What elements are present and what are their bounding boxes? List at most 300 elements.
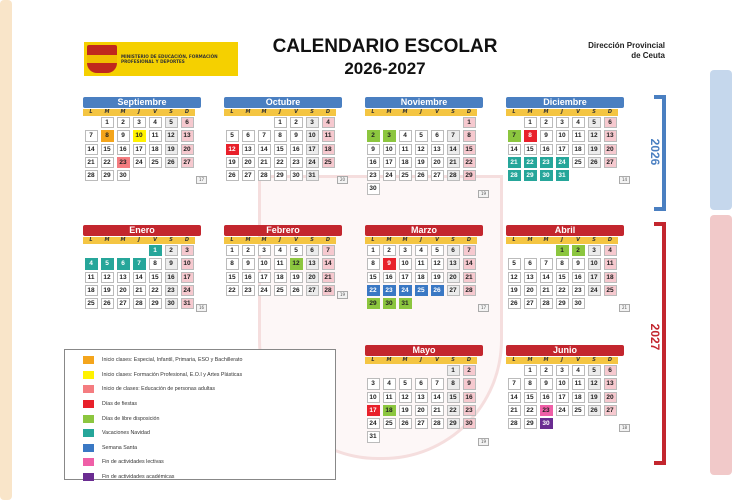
- lective-days-count: 14: [619, 176, 630, 184]
- day-cell: 29: [463, 170, 476, 181]
- lective-days-count: 19: [478, 438, 489, 446]
- month-mayo: [365, 345, 487, 444]
- day-cell: 22: [524, 157, 537, 168]
- weekday-row: [506, 357, 624, 364]
- day-cell: 8: [524, 130, 537, 141]
- day-cell: 20: [306, 272, 319, 283]
- empty-cell: [508, 117, 521, 128]
- day-cell: 6: [447, 245, 460, 256]
- legend-label: Vacaciones Navidad: [102, 430, 150, 437]
- empty-cell: [258, 117, 271, 128]
- day-grid: [506, 116, 624, 182]
- day-cell: 18: [85, 285, 98, 296]
- day-cell: 22: [556, 285, 569, 296]
- weekday-label: D: [179, 109, 195, 116]
- day-cell: 6: [604, 365, 617, 376]
- legend-item: [65, 368, 335, 383]
- day-cell: 7: [322, 245, 335, 256]
- day-cell: 1: [447, 365, 460, 376]
- day-cell: 12: [399, 392, 412, 403]
- day-cell: 21: [508, 405, 521, 416]
- month-febrero: [224, 225, 346, 298]
- day-cell: 30: [117, 170, 130, 181]
- day-cell: 21: [508, 157, 521, 168]
- day-cell: 24: [556, 157, 569, 168]
- day-cell: 8: [556, 258, 569, 269]
- weekday-label: V: [570, 109, 586, 116]
- day-cell: 19: [415, 157, 428, 168]
- day-cell: 28: [133, 298, 146, 309]
- month-diciembre: [506, 97, 628, 183]
- month-header: Octubre: [224, 97, 342, 108]
- day-cell: 5: [226, 130, 239, 141]
- year-2026-bracket: [662, 97, 666, 210]
- day-cell: 19: [165, 144, 178, 155]
- legend-item: [65, 470, 335, 485]
- calendar-title: CALENDARIO ESCOLAR: [272, 36, 498, 57]
- day-cell: 15: [274, 144, 287, 155]
- lective-days-count: 21: [619, 304, 630, 312]
- year-2026-label: 2026: [648, 138, 662, 166]
- day-cell: 22: [447, 405, 460, 416]
- day-cell: 5: [508, 258, 521, 269]
- day-cell: 13: [306, 258, 319, 269]
- weekday-label: J: [554, 357, 570, 364]
- day-cell: 16: [242, 272, 255, 283]
- day-grid: [506, 364, 624, 430]
- month-header: Noviembre: [365, 97, 483, 108]
- day-cell: 21: [133, 285, 146, 296]
- day-cell: 1: [226, 245, 239, 256]
- day-cell: 23: [540, 157, 553, 168]
- day-cell: 10: [588, 258, 601, 269]
- empty-cell: [101, 245, 114, 256]
- day-cell: 10: [306, 130, 319, 141]
- empty-cell: [242, 117, 255, 128]
- day-cell: 13: [415, 392, 428, 403]
- day-cell: 7: [85, 130, 98, 141]
- day-cell: 4: [149, 117, 162, 128]
- legend-swatch: [83, 385, 94, 393]
- day-cell: 24: [306, 157, 319, 168]
- legend-label: Fin de actividades lectivas: [102, 459, 164, 466]
- day-cell: 20: [447, 272, 460, 283]
- day-cell: 20: [604, 144, 617, 155]
- lective-days-count: 17: [196, 176, 207, 184]
- day-cell: 16: [290, 144, 303, 155]
- day-cell: 20: [242, 157, 255, 168]
- day-cell: 2: [165, 245, 178, 256]
- day-cell: 21: [85, 157, 98, 168]
- month-header: Febrero: [224, 225, 342, 236]
- day-cell: 3: [258, 245, 271, 256]
- day-cell: 20: [524, 285, 537, 296]
- weekday-label: S: [163, 237, 179, 244]
- weekday-label: S: [445, 109, 461, 116]
- day-cell: 29: [524, 170, 537, 181]
- day-cell: 25: [399, 170, 412, 181]
- weekday-label: D: [461, 357, 477, 364]
- day-cell: 14: [447, 144, 460, 155]
- day-cell: 18: [415, 272, 428, 283]
- day-cell: 11: [274, 258, 287, 269]
- weekday-label: S: [445, 357, 461, 364]
- legend-item: [65, 353, 335, 368]
- weekday-label: S: [304, 109, 320, 116]
- weekday-label: M: [522, 109, 538, 116]
- weekday-label: S: [586, 237, 602, 244]
- day-cell: 26: [431, 285, 444, 296]
- weekday-label: M: [397, 357, 413, 364]
- weekday-label: M: [522, 357, 538, 364]
- day-cell: 25: [274, 285, 287, 296]
- day-cell: 15: [447, 392, 460, 403]
- day-cell: 26: [101, 298, 114, 309]
- day-cell: 17: [399, 272, 412, 283]
- day-cell: 18: [572, 392, 585, 403]
- day-cell: 2: [540, 117, 553, 128]
- day-cell: 30: [165, 298, 178, 309]
- legend-label: Inicio clases: Especial, Infantil, Primaria, ESO y Bachillerato: [102, 357, 243, 364]
- empty-cell: [133, 245, 146, 256]
- day-cell: 28: [463, 285, 476, 296]
- day-cell: 4: [572, 117, 585, 128]
- day-cell: 19: [588, 392, 601, 403]
- day-cell: 11: [322, 130, 335, 141]
- day-cell: 8: [149, 258, 162, 269]
- day-cell: 15: [149, 272, 162, 283]
- day-cell: 7: [463, 245, 476, 256]
- empty-cell: [399, 117, 412, 128]
- weekday-label: L: [83, 109, 99, 116]
- day-cell: 15: [226, 272, 239, 283]
- day-cell: 22: [274, 157, 287, 168]
- day-cell: 16: [540, 392, 553, 403]
- day-cell: 27: [524, 298, 537, 309]
- month-noviembre: [365, 97, 487, 196]
- day-cell: 23: [242, 285, 255, 296]
- legend-swatch: [83, 400, 94, 408]
- empty-cell: [226, 117, 239, 128]
- day-cell: 23: [572, 285, 585, 296]
- day-cell: 10: [399, 258, 412, 269]
- month-header: Abril: [506, 225, 624, 236]
- day-grid: [83, 244, 201, 310]
- weekday-label: V: [288, 237, 304, 244]
- empty-cell: [383, 117, 396, 128]
- day-cell: 23: [165, 285, 178, 296]
- day-cell: 7: [133, 258, 146, 269]
- day-cell: 10: [556, 378, 569, 389]
- day-grid: [365, 364, 483, 444]
- day-cell: 13: [242, 144, 255, 155]
- spain-coat-of-arms-icon: [87, 45, 117, 73]
- day-cell: 25: [415, 285, 428, 296]
- day-cell: 3: [383, 130, 396, 141]
- weekday-label: J: [413, 357, 429, 364]
- legend-label: Semana Santa: [102, 444, 138, 451]
- day-grid: [224, 244, 342, 297]
- right-edge-blue-decoration: [710, 70, 732, 210]
- day-cell: 24: [367, 418, 380, 429]
- weekday-label: J: [272, 109, 288, 116]
- day-cell: 19: [290, 272, 303, 283]
- day-cell: 12: [415, 144, 428, 155]
- weekday-row: [506, 109, 624, 116]
- empty-cell: [383, 365, 396, 376]
- day-cell: 31: [399, 298, 412, 309]
- year-2027-bracket-bottom: [654, 461, 666, 465]
- day-cell: 1: [463, 117, 476, 128]
- day-cell: 8: [524, 378, 537, 389]
- day-cell: 4: [399, 130, 412, 141]
- day-cell: 11: [415, 258, 428, 269]
- day-cell: 12: [588, 378, 601, 389]
- day-cell: 15: [367, 272, 380, 283]
- weekday-label: M: [538, 357, 554, 364]
- weekday-label: M: [99, 237, 115, 244]
- legend-item: [65, 397, 335, 412]
- weekday-label: J: [413, 237, 429, 244]
- day-cell: 30: [290, 170, 303, 181]
- day-cell: 17: [588, 272, 601, 283]
- month-enero: [83, 225, 205, 311]
- weekday-label: M: [256, 109, 272, 116]
- day-cell: 13: [604, 130, 617, 141]
- lective-days-count: 20: [337, 176, 348, 184]
- day-cell: 14: [133, 272, 146, 283]
- day-cell: 6: [524, 258, 537, 269]
- day-cell: 21: [463, 272, 476, 283]
- weekday-label: D: [320, 237, 336, 244]
- day-cell: 24: [258, 285, 271, 296]
- day-cell: 5: [399, 378, 412, 389]
- day-cell: 16: [165, 272, 178, 283]
- right-edge-red-decoration: [710, 215, 732, 475]
- day-cell: 28: [322, 285, 335, 296]
- legend-item: [65, 455, 335, 470]
- weekday-row: [224, 237, 342, 244]
- day-cell: 4: [604, 245, 617, 256]
- month-header: Septiembre: [83, 97, 201, 108]
- legend-item: [65, 441, 335, 456]
- day-cell: 9: [540, 130, 553, 141]
- day-cell: 23: [367, 170, 380, 181]
- day-cell: 16: [383, 272, 396, 283]
- day-cell: 19: [101, 285, 114, 296]
- day-cell: 3: [133, 117, 146, 128]
- month-junio: [506, 345, 628, 431]
- year-2026-bracket-top: [654, 95, 666, 99]
- day-cell: 5: [588, 117, 601, 128]
- day-cell: 31: [306, 170, 319, 181]
- day-cell: 18: [399, 157, 412, 168]
- weekday-label: D: [179, 237, 195, 244]
- day-cell: 3: [399, 245, 412, 256]
- day-cell: 27: [604, 405, 617, 416]
- day-cell: 19: [431, 272, 444, 283]
- day-cell: 20: [117, 285, 130, 296]
- weekday-label: M: [381, 237, 397, 244]
- day-cell: 23: [540, 405, 553, 416]
- day-cell: 4: [572, 365, 585, 376]
- day-cell: 21: [540, 285, 553, 296]
- day-cell: 14: [322, 258, 335, 269]
- weekday-row: [365, 237, 483, 244]
- weekday-label: V: [147, 237, 163, 244]
- day-cell: 27: [306, 285, 319, 296]
- lective-days-count: 18: [619, 424, 630, 432]
- day-cell: 24: [399, 285, 412, 296]
- day-cell: 13: [181, 130, 194, 141]
- legend-label: Días de fiestas: [102, 401, 138, 408]
- day-cell: 13: [117, 272, 130, 283]
- year-2027-bracket-top: [654, 222, 666, 226]
- day-cell: 26: [588, 157, 601, 168]
- day-cell: 20: [604, 392, 617, 403]
- day-cell: 29: [149, 298, 162, 309]
- day-cell: 31: [181, 298, 194, 309]
- day-cell: 10: [556, 130, 569, 141]
- day-cell: 11: [149, 130, 162, 141]
- day-cell: 11: [572, 378, 585, 389]
- day-cell: 9: [540, 378, 553, 389]
- day-cell: 7: [258, 130, 271, 141]
- day-grid: [83, 116, 201, 182]
- day-cell: 19: [226, 157, 239, 168]
- day-cell: 1: [524, 117, 537, 128]
- legend-label: Inicio clases: Formación Profesional, E.O.I y Artes Plásticas: [102, 371, 243, 378]
- day-cell: 20: [431, 157, 444, 168]
- day-cell: 5: [101, 258, 114, 269]
- day-cell: 1: [274, 117, 287, 128]
- day-cell: 18: [274, 272, 287, 283]
- day-cell: 6: [431, 130, 444, 141]
- weekday-label: D: [602, 237, 618, 244]
- lective-days-count: 19: [478, 190, 489, 198]
- weekday-label: V: [570, 237, 586, 244]
- day-cell: 26: [165, 157, 178, 168]
- day-cell: 26: [290, 285, 303, 296]
- day-cell: 29: [367, 298, 380, 309]
- day-cell: 10: [133, 130, 146, 141]
- weekday-label: M: [522, 237, 538, 244]
- day-cell: 12: [588, 130, 601, 141]
- day-cell: 29: [524, 418, 537, 429]
- legend-item: [65, 382, 335, 397]
- day-cell: 15: [524, 392, 537, 403]
- day-cell: 25: [85, 298, 98, 309]
- legend-swatch: [83, 429, 94, 437]
- day-cell: 3: [556, 117, 569, 128]
- day-cell: 6: [242, 130, 255, 141]
- day-cell: 19: [588, 144, 601, 155]
- weekday-label: D: [602, 357, 618, 364]
- legend-item: [65, 411, 335, 426]
- day-cell: 7: [508, 378, 521, 389]
- day-cell: 14: [431, 392, 444, 403]
- lective-days-count: 17: [478, 304, 489, 312]
- day-cell: 16: [572, 272, 585, 283]
- weekday-label: D: [320, 109, 336, 116]
- day-cell: 8: [447, 378, 460, 389]
- weekday-label: L: [83, 237, 99, 244]
- day-cell: 9: [242, 258, 255, 269]
- day-cell: 4: [85, 258, 98, 269]
- day-cell: 4: [415, 245, 428, 256]
- day-cell: 11: [383, 392, 396, 403]
- weekday-label: J: [131, 109, 147, 116]
- day-cell: 16: [540, 144, 553, 155]
- day-cell: 4: [383, 378, 396, 389]
- weekday-row: [506, 237, 624, 244]
- day-cell: 28: [508, 418, 521, 429]
- day-cell: 26: [415, 170, 428, 181]
- day-cell: 30: [463, 418, 476, 429]
- weekday-label: M: [381, 357, 397, 364]
- empty-cell: [415, 117, 428, 128]
- day-cell: 27: [242, 170, 255, 181]
- day-cell: 14: [258, 144, 271, 155]
- day-cell: 2: [117, 117, 130, 128]
- lective-days-count: 16: [196, 304, 207, 312]
- day-cell: 12: [226, 144, 239, 155]
- day-cell: 28: [85, 170, 98, 181]
- weekday-label: L: [506, 109, 522, 116]
- day-cell: 22: [524, 405, 537, 416]
- year-2026-bracket-bottom: [654, 207, 666, 211]
- day-cell: 10: [367, 392, 380, 403]
- day-cell: 5: [290, 245, 303, 256]
- weekday-label: S: [586, 357, 602, 364]
- day-cell: 9: [165, 258, 178, 269]
- day-cell: 4: [322, 117, 335, 128]
- day-cell: 12: [290, 258, 303, 269]
- day-cell: 9: [383, 258, 396, 269]
- day-cell: 15: [101, 144, 114, 155]
- day-cell: 8: [367, 258, 380, 269]
- day-cell: 10: [181, 258, 194, 269]
- day-cell: 7: [540, 258, 553, 269]
- day-cell: 2: [463, 365, 476, 376]
- weekday-label: J: [554, 109, 570, 116]
- day-cell: 13: [447, 258, 460, 269]
- day-cell: 6: [181, 117, 194, 128]
- day-cell: 28: [540, 298, 553, 309]
- day-cell: 27: [181, 157, 194, 168]
- weekday-label: V: [288, 109, 304, 116]
- day-cell: 6: [117, 258, 130, 269]
- day-cell: 6: [306, 245, 319, 256]
- day-cell: 6: [415, 378, 428, 389]
- day-cell: 28: [258, 170, 271, 181]
- weekday-label: L: [506, 357, 522, 364]
- day-cell: 9: [572, 258, 585, 269]
- weekday-label: V: [429, 357, 445, 364]
- day-cell: 21: [322, 272, 335, 283]
- day-cell: 17: [258, 272, 271, 283]
- legend-item: [65, 426, 335, 441]
- day-cell: 3: [556, 365, 569, 376]
- weekday-label: L: [365, 109, 381, 116]
- day-cell: 9: [367, 144, 380, 155]
- day-cell: 23: [290, 157, 303, 168]
- day-cell: 26: [399, 418, 412, 429]
- weekday-label: J: [131, 237, 147, 244]
- weekday-label: S: [304, 237, 320, 244]
- day-cell: 13: [524, 272, 537, 283]
- legend-swatch: [83, 444, 94, 452]
